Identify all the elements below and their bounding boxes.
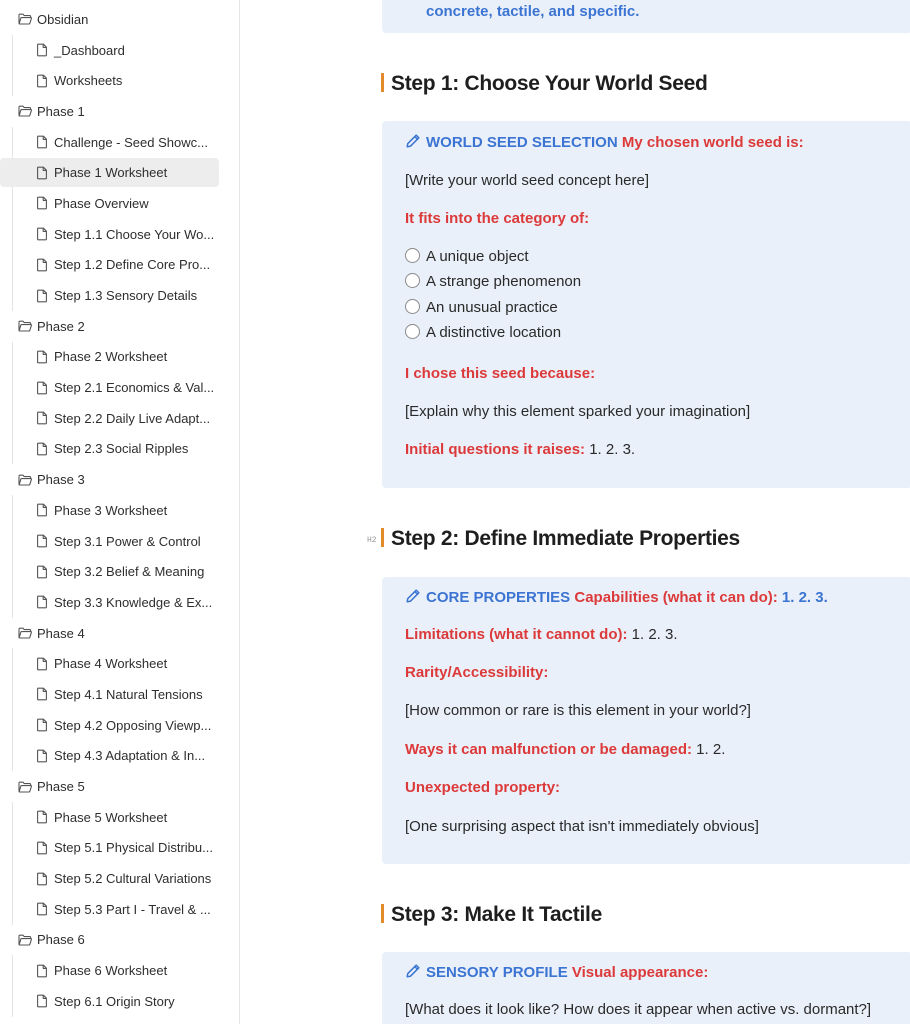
sidebar-item-label: Phase 1 Worksheet	[54, 165, 168, 181]
malfunction-value: 1. 2.	[696, 741, 726, 758]
file-icon	[35, 74, 49, 88]
folder-open-icon	[18, 780, 32, 794]
checkbox[interactable]	[405, 248, 420, 263]
intro-callout-text: concrete, tactile, and specific.	[426, 3, 640, 20]
sidebar-item-label: Phase 2	[37, 318, 85, 334]
questions-value: 1. 2. 3.	[589, 441, 636, 458]
world-seed-callout-title: WORLD SEED SELECTION	[426, 134, 618, 151]
sidebar-file[interactable]	[0, 35, 240, 66]
file-icon	[35, 534, 49, 548]
category-option-2[interactable]	[405, 273, 581, 290]
sidebar-item-label: Step 3.1 Power & Control	[54, 533, 201, 549]
sidebar-item-label: Obsidian	[37, 11, 89, 27]
step3-heading-text: Step 3: Make It Tactile	[391, 903, 602, 926]
category-option-4[interactable]	[405, 324, 561, 341]
folder-open-icon	[18, 626, 32, 640]
sidebar-item-label: Step 1.1 Choose Your Wo...	[54, 226, 215, 242]
sidebar-file[interactable]	[0, 434, 240, 465]
questions-prompt: Initial questions it raises:	[405, 441, 586, 458]
core-properties-title: CORE PROPERTIES	[426, 589, 571, 606]
pencil-icon	[405, 588, 421, 608]
sidebar-file[interactable]	[0, 219, 240, 250]
sidebar-file[interactable]	[0, 372, 240, 403]
sidebar-item-label: Step 4.1 Natural Tensions	[54, 686, 203, 702]
file-icon	[35, 503, 49, 517]
sidebar-item-label: Phase 5	[37, 779, 85, 795]
sidebar-file[interactable]	[0, 127, 240, 158]
sensory-profile-title-line	[405, 963, 708, 983]
file-icon	[35, 289, 49, 303]
malfunction-line	[405, 741, 725, 758]
sidebar-file[interactable]	[0, 863, 240, 894]
sidebar-item-label: Phase 3	[37, 472, 85, 488]
sidebar-item-label: Step 4.3 Adaptation & In...	[54, 748, 206, 764]
sidebar-item-label: Phase 4	[37, 625, 85, 641]
sidebar-item-label: Step 3.2 Belief & Meaning	[54, 564, 205, 580]
file-icon	[35, 258, 49, 272]
file-icon	[35, 687, 49, 701]
category-option-label: A distinctive location	[426, 324, 562, 341]
file-icon	[35, 994, 49, 1008]
folder-open-icon	[18, 473, 32, 487]
limitations-line	[405, 626, 678, 643]
sidebar-item-label: Phase 6	[37, 932, 85, 948]
sidebar-file[interactable]	[0, 188, 240, 219]
file-explorer-sidebar	[0, 0, 240, 1024]
sidebar-item-label: Phase 5 Worksheet	[54, 809, 168, 825]
world-seed-callout	[382, 121, 910, 488]
sidebar-item-label: Step 5.2 Cultural Variations	[54, 871, 212, 887]
pencil-icon	[405, 133, 421, 153]
visual-appearance-prompt: Visual appearance:	[571, 964, 709, 981]
step2-heading-text: Step 2: Define Immediate Properties	[391, 527, 740, 550]
file-icon	[35, 227, 49, 241]
sidebar-file[interactable]	[0, 403, 240, 434]
folder-open-icon	[18, 104, 32, 118]
file-icon	[35, 964, 49, 978]
sidebar-file[interactable]	[0, 65, 240, 96]
sidebar-item-label: Step 1.2 Define Core Pro...	[54, 257, 211, 273]
sidebar-folder[interactable]	[0, 464, 240, 495]
sidebar-file[interactable]	[0, 741, 240, 772]
file-icon	[35, 872, 49, 886]
reason-placeholder: [Explain why this element sparked your imagination]	[405, 403, 751, 420]
sidebar-item-label: Step 5.3 Part I - Travel & ...	[54, 901, 211, 917]
sidebar-file[interactable]	[0, 157, 240, 188]
world-seed-prompt: My chosen world seed is:	[621, 134, 804, 151]
unexpected-placeholder: [One surprising aspect that isn't immediately obvious]	[405, 818, 759, 835]
sidebar-folder[interactable]	[0, 4, 240, 35]
category-option-1[interactable]	[405, 248, 529, 265]
sidebar-item-label: Phase 2 Worksheet	[54, 349, 168, 365]
sidebar-item-label: Phase 6 Worksheet	[54, 963, 168, 979]
heading-accent-bar	[381, 904, 384, 923]
sidebar-file[interactable]	[0, 526, 240, 557]
sidebar-file[interactable]	[0, 587, 240, 618]
sidebar-item-label: Step 1.3 Sensory Details	[54, 288, 198, 304]
step1-heading-text: Step 1: Choose Your World Seed	[391, 72, 708, 95]
sidebar-file[interactable]	[0, 833, 240, 864]
heading-accent-bar	[381, 528, 384, 547]
file-icon	[35, 902, 49, 916]
pencil-icon	[405, 963, 421, 983]
sidebar-item-label: Step 2.2 Daily Live Adapt...	[54, 410, 211, 426]
file-icon	[35, 595, 49, 609]
category-option-label: A strange phenomenon	[426, 273, 582, 290]
folder-open-icon	[18, 319, 32, 333]
sidebar-file[interactable]	[0, 802, 240, 833]
file-icon	[35, 718, 49, 732]
sensory-profile-title: SENSORY PROFILE	[426, 964, 568, 981]
world-seed-placeholder: [Write your world seed concept here]	[405, 172, 650, 189]
sidebar-file[interactable]	[0, 679, 240, 710]
file-icon	[35, 166, 49, 180]
file-icon	[35, 381, 49, 395]
folder-open-icon	[18, 12, 32, 26]
file-icon	[35, 442, 49, 456]
file-icon	[35, 43, 49, 57]
file-icon	[35, 841, 49, 855]
reason-prompt: I chose this seed because:	[405, 365, 596, 382]
file-icon	[35, 135, 49, 149]
step1-heading	[381, 72, 708, 96]
rarity-prompt: Rarity/Accessibility:	[405, 664, 549, 681]
category-option-3[interactable]	[405, 299, 558, 316]
unexpected-prompt: Unexpected property:	[405, 779, 561, 796]
sidebar-folder[interactable]	[0, 311, 240, 342]
checkbox[interactable]	[405, 273, 420, 288]
sidebar-file[interactable]	[0, 986, 240, 1017]
file-icon	[35, 411, 49, 425]
core-properties-callout	[382, 577, 910, 864]
file-icon	[35, 350, 49, 364]
sidebar-item-label: Step 5.1 Physical Distribu...	[54, 840, 213, 856]
sidebar-item-label: Step 2.3 Social Ripples	[54, 441, 189, 457]
step3-heading	[381, 903, 602, 927]
core-properties-title-line	[405, 588, 828, 608]
sidebar-item-label: Step 4.2 Opposing Viewp...	[54, 717, 212, 733]
sidebar-folder[interactable]	[0, 925, 240, 956]
limitations-value: 1. 2. 3.	[631, 626, 678, 643]
sidebar-file[interactable]	[0, 710, 240, 741]
file-icon	[35, 196, 49, 210]
file-icon	[35, 810, 49, 824]
category-prompt: It fits into the category of:	[405, 210, 590, 227]
sidebar-file[interactable]	[0, 894, 240, 925]
sidebar-item-label: Phase Overview	[54, 195, 149, 211]
malfunction-prompt: Ways it can malfunction or be damaged:	[405, 741, 692, 758]
limitations-prompt: Limitations (what it cannot do):	[405, 626, 628, 643]
category-option-label: A unique object	[426, 248, 529, 265]
heading-level-badge: H2	[367, 536, 377, 545]
sidebar-item-label: Worksheets	[54, 73, 123, 89]
file-tree	[0, 4, 240, 1017]
folder-open-icon	[18, 933, 32, 947]
sidebar-folder[interactable]	[0, 618, 240, 649]
sidebar-item-label: Challenge - Seed Showc...	[54, 134, 208, 150]
sidebar-item-label: Step 2.1 Economics & Val...	[54, 380, 215, 396]
rarity-placeholder: [How common or rare is this element in your world?]	[405, 702, 751, 719]
editor-pane	[241, 0, 910, 1024]
sensory-profile-callout	[382, 952, 910, 1024]
sidebar-item-label: Phase 1	[37, 103, 85, 119]
sidebar-file[interactable]	[0, 280, 240, 311]
capabilities-value: 1. 2. 3.	[781, 589, 828, 606]
file-icon	[35, 565, 49, 579]
checkbox[interactable]	[405, 324, 420, 339]
sidebar-file[interactable]	[0, 342, 240, 373]
sidebar-item-label: Step 6.1 Origin Story	[54, 993, 175, 1009]
step2-heading	[381, 527, 740, 551]
category-option-label: An unusual practice	[426, 299, 558, 316]
checkbox[interactable]	[405, 299, 420, 314]
file-icon	[35, 657, 49, 671]
file-icon	[35, 749, 49, 763]
world-seed-callout-title-line	[405, 133, 804, 153]
sidebar-file[interactable]	[0, 250, 240, 281]
sidebar-folder[interactable]	[0, 771, 240, 802]
sidebar-folder[interactable]	[0, 96, 240, 127]
sidebar-file[interactable]	[0, 955, 240, 986]
sidebar-file[interactable]	[0, 556, 240, 587]
sidebar-item-label: Phase 4 Worksheet	[54, 656, 168, 672]
sidebar-item-label: Step 3.3 Knowledge & Ex...	[54, 594, 213, 610]
intro-callout	[382, 0, 910, 33]
sidebar-file[interactable]	[0, 495, 240, 526]
sidebar-file[interactable]	[0, 648, 240, 679]
questions-line	[405, 441, 635, 458]
heading-accent-bar	[381, 73, 384, 92]
sidebar-item-label: _Dashboard	[54, 42, 125, 58]
visual-appearance-placeholder: [What does it look like? How does it appear when active vs. dormant?]	[405, 1001, 872, 1018]
capabilities-prompt: Capabilities (what it can do):	[574, 589, 778, 606]
sidebar-item-label: Phase 3 Worksheet	[54, 502, 168, 518]
